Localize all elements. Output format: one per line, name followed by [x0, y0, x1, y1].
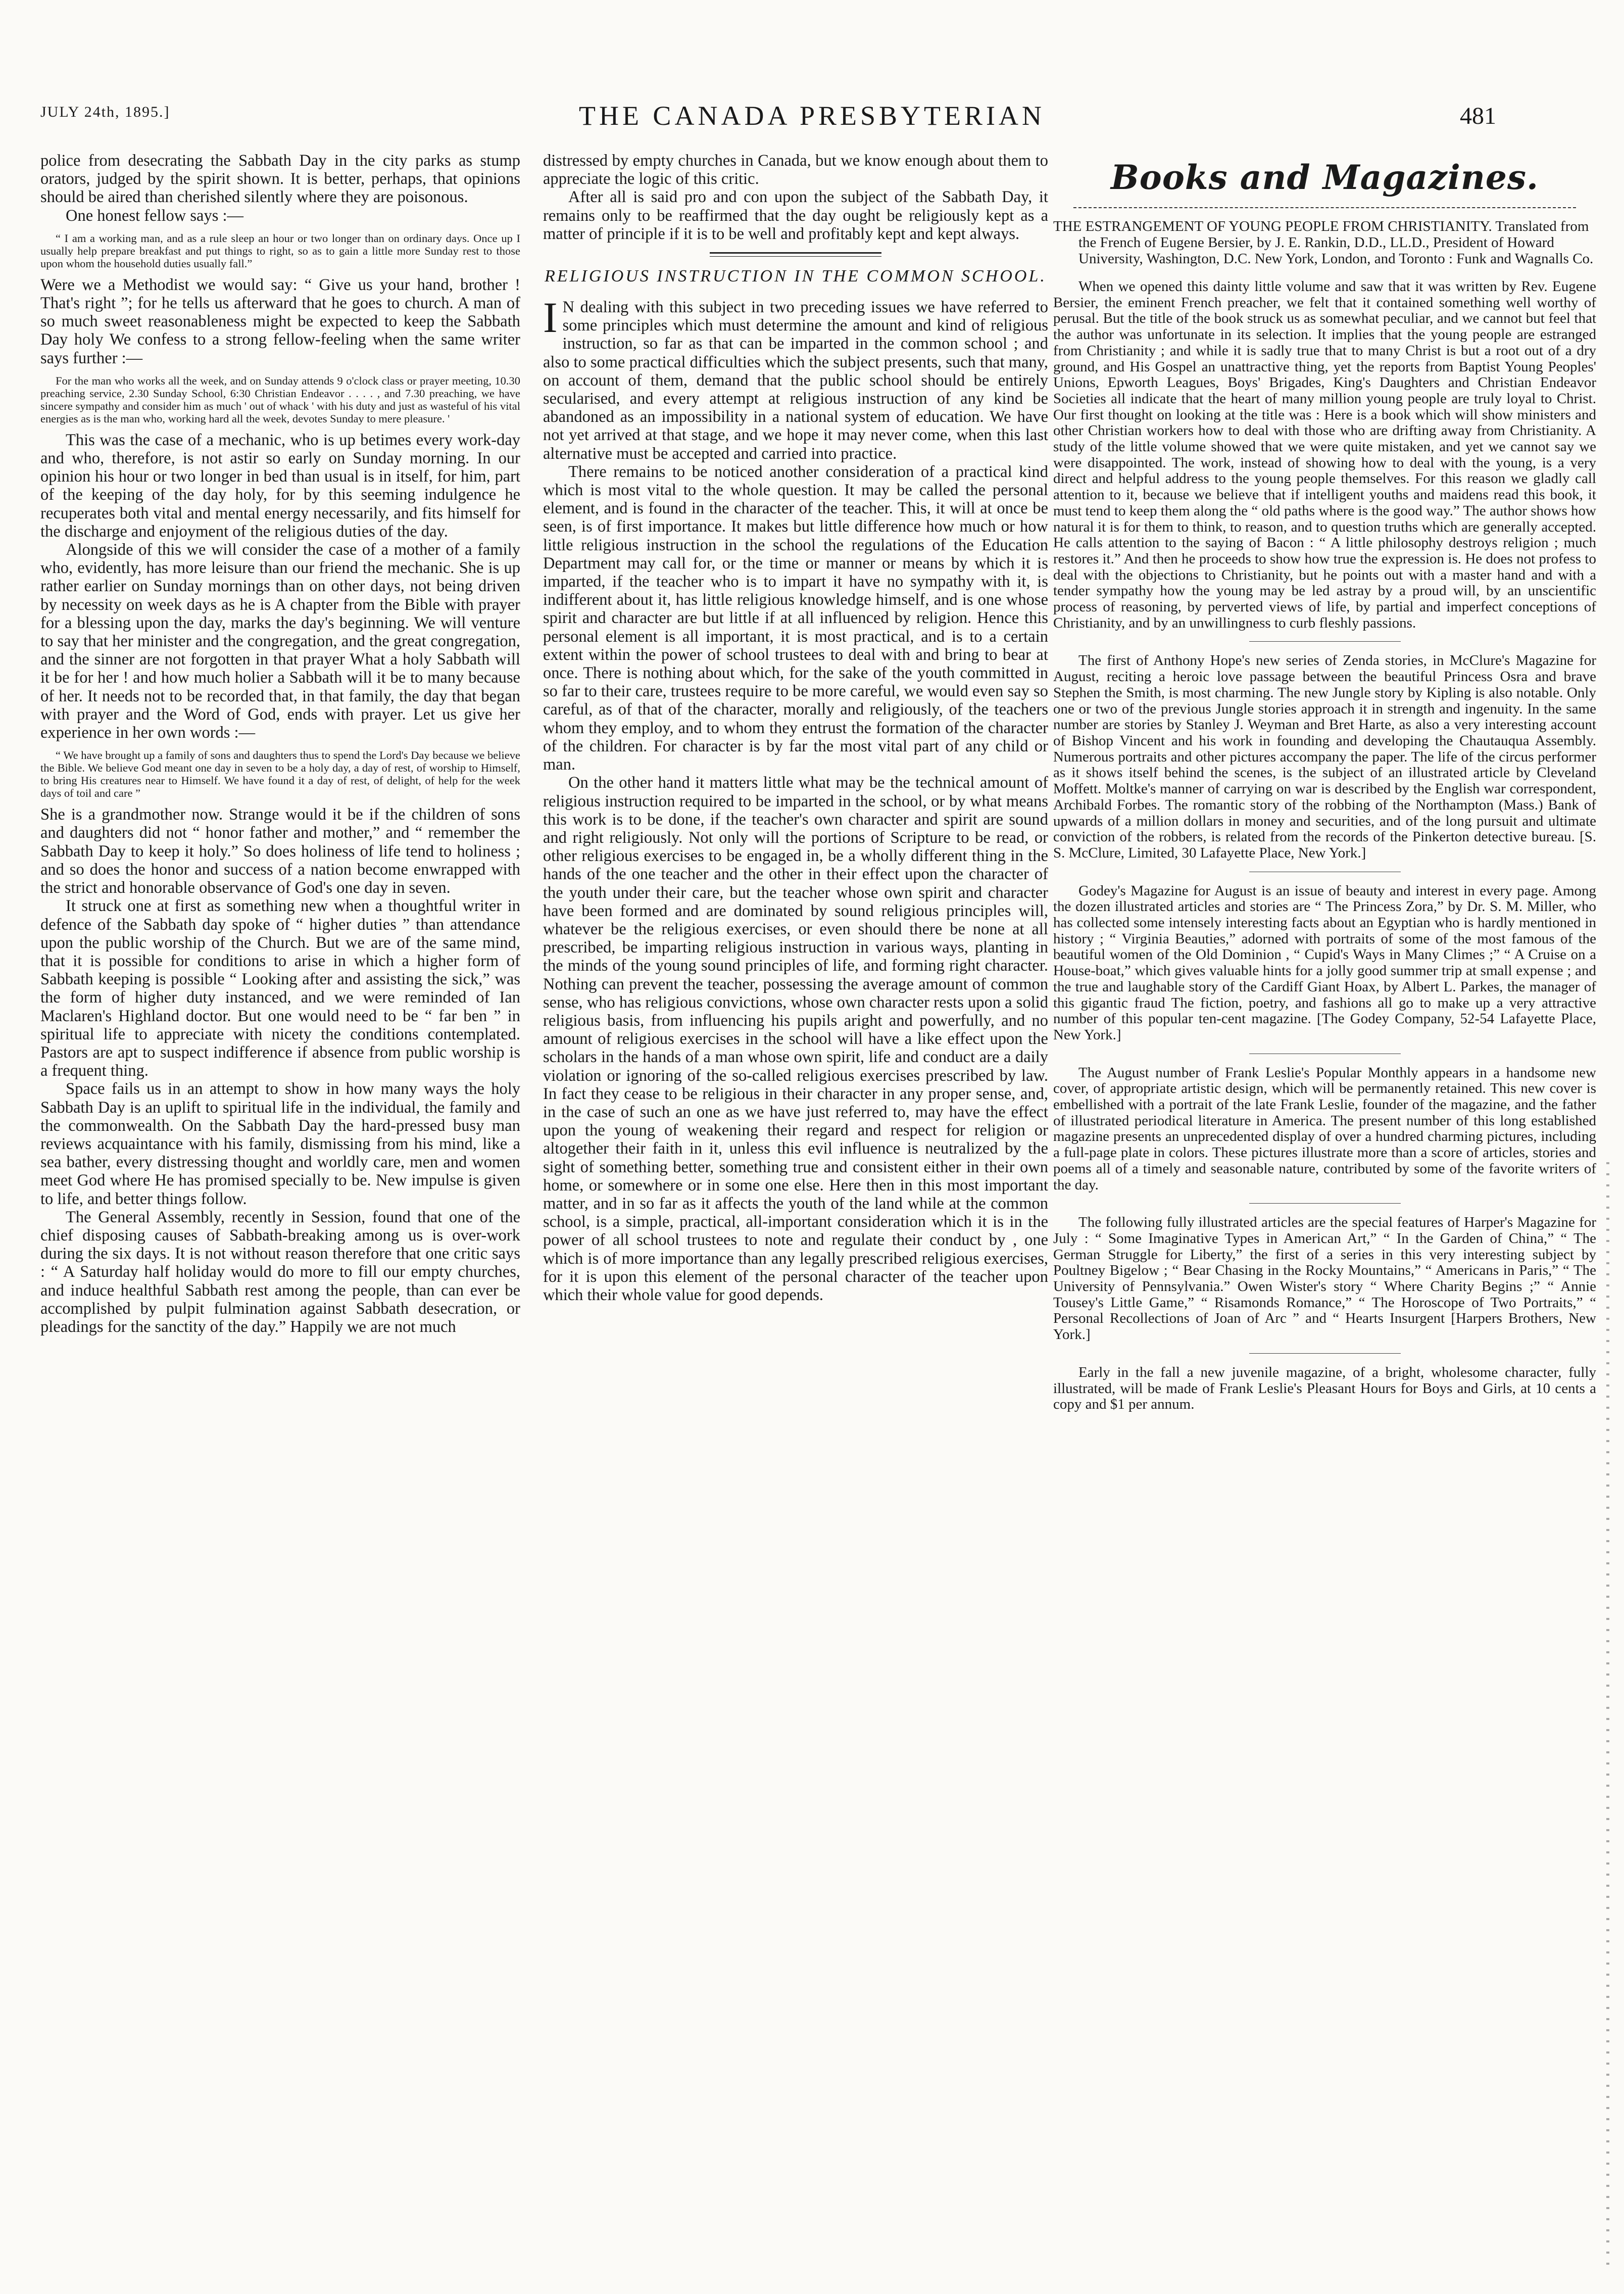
paragraph: One honest fellow says :—	[66, 206, 244, 225]
issue-date: JULY 24th, 1895.]	[40, 104, 170, 120]
block-quote: “ We have brought up a family of sons and daughters thus to spend the Lord's Day because we believe the Bible. We believe God meant one day in seven to be a holy day, a day of rest, of worship to Himself, to bring His creatures near to Himself. We have found it a day of rest, of delight, of help for the week days of toil and care ”	[40, 749, 520, 800]
divider	[1249, 1203, 1401, 1204]
paragraph: Were we a Methodist we would say: “ Give us your hand, brother ! That's right ”; for he tells us afterward that he goes to church. A man of so much sweet reasonableness might be expected to keep the Sabbath Day holy We confess to a strong fellow-feeling when the same writer says further :—	[40, 275, 520, 367]
lead-text: N dealing with this subject in two preceding issues we have referred to some principles which must determine the amount and kind of religious instruction, so far as that can be imparted in the common school ; and also to some practical difficulties which the subject presents, such that many, on account of them, demand that the public school should be entirely secularised, and every attempt at religious instruction of any kind be abandoned as an impossibility in a national system of education. We have not yet arrived at that stage, and we hope it may never come, when this last alternative must be accepted and carried into practice.	[543, 298, 1049, 463]
column-3	[1053, 152, 1596, 1413]
article-title: RELIGIOUS INSTRUCTION IN THE COMMON SCHOOL.	[545, 267, 1047, 286]
paragraph: After all is said pro and con upon the subject of the Sabbath Day, it remains only to be reaffirmed that the day ought be religiously kept as a matter of principle if it is to be well and profitably kept and kept always.	[543, 188, 1048, 243]
review-paragraph: The first of Anthony Hope's new series of Zenda stories, in McClure's Magazine for August, reciting a heroic love passage between the beautiful Princess Osra and brave Stephen the Smith, is most charming. The new Jungle story by Kipling is also notable. Only one or two of the previous Jungle stories approach it in strength and ingenuity. In the same number are stories by Stanley J. Weyman and Bret Harte, as also a very interesting account of Bishop Vincent and his work in founding and developing the Chautauqua Assembly. Numerous portraits and other pictures accompany the paper. The life of the circus performer as it shows itself behind the scenes, is the subject of an illustrated article by Cleveland Moffett. Moltke's manner of carrying on war is described by the English war correspondent, Archibald Forbes. The romantic story of the robbing of the Northampton (Mass.) Bank of upwards of a million dollars in money and securities, and of the long pursuit and ultimate conviction of the robbers, is related from the records of the Pinkerton detective bureau. [S. S. McClure, Limited, 30 Lafayette Place, New York.]	[1053, 652, 1596, 861]
book-listing	[1053, 218, 1596, 267]
column-2	[543, 152, 1048, 1304]
block-quote: For the man who works all the week, and on Sunday attends 9 o'clock class or prayer meeting, 10.30 preaching service, 2.30 Sunday School, 6:30 Christian Endeavor . . . . , and 7.30 preaching, we have sincere sympathy and consider him as much ' out of whack ' with his duty and just as wasteful of his vital energies as is the man who, working hard all the week, devotes Sunday to mere pleasure. '	[40, 374, 520, 425]
review-paragraph: The August number of Frank Leslie's Popular Monthly appears in a handsome new cover, of appropriate artistic design, which will be permanently retained. This new cover is embellished with a portrait of the late Frank Leslie, founder of the magazine, and the father of illustrated periodical literature in America. The present number of this long established magazine presents an unprecedented display of over a hundred charming pictures, including a full-page plate in colors. These pictures illustrate more than a score of articles, stories and poems all of a timely and seasonable nature, contributed by some of the favorite writers of the day.	[1053, 1064, 1596, 1193]
masthead-title: THE CANADA PRESBYTERIAN	[578, 101, 1046, 131]
paragraph: police from desecrating the Sabbath Day in the city parks as stump orators, judged by the spirit shown. It is better, perhaps, that opinions should be aired than cherished silently where they are poisonous.	[40, 152, 520, 207]
paragraph: On the other hand it matters little what may be the technical amount of religious instruction required to be imparted in the school, or by what means this work is to be done, if the teacher's own character and spirit are sound and right religiously. Not only will the portions of Scripture to be read, or other religious exercises to be engaged in, be a wholly different thing in the hands of the one teacher and the other in their effect upon the character of the youth under their care, but the teacher whose own spirit and character have been formed and are dominated by sound religious principles will, whatever be the religious exercises, or even should there be none at all prescribed, be imparting religious instruction in various ways, planting in the minds of the young sound principles of life, and forming right character. Nothing can prevent the teacher, possessing the average amount of common sense, who has religious convictions, whose own character rests upon a solid religious basis, from influencing his pupils aright and powerfully, and no amount of religious exercises in the school will have a like effect upon the scholars in the hands of a man whose own spirit, life and conduct are a daily violation or ignoring of the so-called religious exercises prescribed by law. In fact they cease to be religious in their character in any proper sense, and, in the case of such an one as we have just referred to, may have the effect upon the young of weakening their regard and respect for religion or altogether their faith in it, unless this evil influence is neutralized by the sight of something better, something true and consistent either in their own home, or somewhere or in some one else. Here then in this most important matter, and in so far as it affects the youth of the land while at the common school, is a simple, practical, all-important consideration which it is in the power of all school trustees to note and regulate their conduct by , one which is of more importance than any legally prescribed religious exercises, for it is upon this element of the personal character of the teacher upon which their whole value for good depends.	[543, 774, 1048, 1304]
paragraph: distressed by empty churches in Canada, but we know enough about them to appreciate the logic of this critic.	[543, 152, 1048, 188]
paragraph: There remains to be noticed another consideration of a practical kind which is most vital to the whole question. It may be called the personal element, and is found in the character of the teacher. This, it will at once be seen, is of first importance. It makes but little difference how much or how little religious instruction in the school the regulations of the Education Department may call for, or the time or manner or means by which it is imparted, if the teacher who is to impart it have no sympathy with it, is indifferent about it, has little religious knowledge himself, and is one whose spirit and character are but little if at all influenced by religion. Hence this personal element is all important, it is most practical, and is to a certain extent within the power of school trustees to deal with and bring to bear at once. There is nothing about which, for the sake of the youth committed in so far to their care, trustees require to be more careful, we would even say so careful, as of that of the character, morally and religiously, of the teachers whom they employ, and to whom they entrust the formation of the character of the children. For character is by far the most vital part of any child or man.	[543, 462, 1048, 774]
paragraph: It struck one at first as something new when a thoughtful writer in defence of the Sabbath day spoke of “ higher duties ” than attendance upon the public worship of the Church. But we are of the same mind, that it is possible for conditions to arise in which a higher form of Sabbath keeping is possible “ Looking after and assisting the sick,” was the form of higher duty instanced, and we were reminded of Ian Maclaren's Highland doctor. But one would need to be “ far ben ” in spiritual life to appreciate with nicety the conditions contemplated. Pastors are apt to suspect indifference if absence from public worship is a frequent thing.	[40, 897, 520, 1080]
double-rule-divider	[710, 252, 881, 257]
book-title: THE ESTRANGEMENT OF YOUNG PEOPLE FROM CHRISTIANITY. Translated from the French of Eugene Bersier, by J. E. Rankin, D.D., LL.D., President of Howard University, Washington, D.C. New York, London, and Toronto : Funk and Wagnalls Co.	[1053, 218, 1594, 267]
paragraph: Space fails us in an attempt to show in how many ways the holy Sabbath Day is an uplift to spiritual life in the individual, the family and the commonwealth. On the Sabbath Day the hard-pressed busy man reviews acquaintance with his family, dismissing from his mind, like a sea bather, every distressing thought and worldly care, men and women meet God where He has promised specially to be. New impulse is given to life, and better things follow.	[40, 1080, 520, 1208]
drop-cap: I	[543, 293, 558, 342]
page-number: 481	[1460, 103, 1496, 129]
section-heading: Books and Magazines.	[1111, 158, 1539, 197]
paragraph: She is a grandmother now. Strange would it be if the children of sons and daughters did not “ honor father and mother,” and “ remember the Sabbath Day to keep it holy.” So does holiness of life tend to holiness ; and so does the honor and success of a nation become enwrapped with the strict and honorable observance of God's one day in seven.	[40, 805, 520, 897]
paragraph: Alongside of this we will consider the case of a mother of a family who, evidently, has more leisure than our friend the mechanic. She is up rather earlier on Sunday mornings than on other days, not being driven by necessity on week days as he is A chapter from the Bible with prayer for a blessing upon the day, marks the day's beginning. We will venture to say that her minister and the congregation, and the great congregation, and the sinner are not forgotten in that prayer What a holy Sabbath will it be for her ! and how much holier a Sabbath will it be to many because of her. It needs not to be recorded that, in that family, the day that began with prayer and the Word of God, ends with prayer. Let us give her experience in her own words :—	[40, 541, 520, 742]
divider	[1249, 1353, 1401, 1354]
divider	[1249, 641, 1401, 642]
column-1	[40, 152, 520, 1336]
review-paragraph: When we opened this dainty little volume and saw that it was written by Rev. Eugene Bersier, the eminent French preacher, we felt that it contained something well worthy of perusal. But the title of the book struck us as somewhat peculiar, and we cannot but feel that the author was unfortunate in its selection. It implies that the young people are estranged from Christianity ; and while it is sadly true that to many Christ is but a root out of a dry ground, and His Gospel an unattractive thing, yet the reports from Baptist Young Peoples' Unions, Epworth Leagues, Boys' Brigades, King's Daughters and Christian Endeavor Societies all indicate that the heart of many million young people are truly loyal to Christ. Our first thought on looking at the title was : Here is a book which will show ministers and other Christian workers how to deal with those who are drifting away from Christianity. A study of the little volume showed that we were quite mistaken, and yet we cannot say we were disappointed. The work, instead of showing how to deal with the young, is a very direct and helpful address to the young people themselves. For this reason we gladly call attention to it, because we believe that if intelligent youths and maidens read this book, it must tend to keep them along the “ old paths where is the good way.” The author shows how natural it is for them to think, to reason, and to question truths which are generally accepted. He calls attention to the saying of Bacon : “ A little philosophy destroys religion ; much restores it.” And then he proceeds to show how true the expression is. He does not profess to deal with the objections to Christianity, but he points out with a master hand and with a tender sympathy how the young may be led astray by a proud will, by an unscientific process of reasoning, by perverted views of life, by partial and imperfect conceptions of Christianity, and by an unwillingness to curb fleshly passions.	[1053, 278, 1596, 631]
review-paragraph: Early in the fall a new juvenile magazine, of a bright, wholesome character, fully illustrated, will be made of Frank Leslie's Pleasant Hours for Boys and Girls, at 10 cents a copy and $1 per annum.	[1053, 1364, 1596, 1413]
paragraph: The General Assembly, recently in Session, found that one of the chief disposing causes of Sabbath-breaking among us is over-work during the six days. It is not without reason therefore that one critic says : “ A Saturday half holiday would do more to fill our empty churches, and induce healthful Sabbath rest among the people, than can ever be accomplished by pulpit fulmination against Sabbath desecration, or pleadings for the sanctity of the day.” Happily we are not much	[40, 1208, 520, 1336]
block-quote: “ I am a working man, and as a rule sleep an hour or two longer than on ordinary days. Once up I usually help prepare breakfast and put things to right, so as to gain a little more Sunday rest to those upon whom the household duties usually fall.”	[40, 231, 520, 270]
review-paragraph: The following fully illustrated articles are the special features of Harper's Magazine for July : “ Some Imaginative Types in American Art,” “ In the Garden of China,” “ The German Struggle for Liberty,” the first of a series in this very interesting subject by Poultney Bigelow ; “ Bear Chasing in the Rocky Mountains,” “ Americans in Paris,” “ The University of Pennsylvania.” Owen Wister's story “ Where Charity Begins ;” “ Annie Tousey's Little Game,” “ Risamonds Romance,” “ The Horoscope of Two Portraits,” “ Personal Recollections of Joan of Arc ” and “ Hearts Insurgent [Harpers Brothers, New York.]	[1053, 1214, 1596, 1343]
article-lead-paragraph	[543, 293, 1049, 463]
page-edge-binding-marks	[1606, 1162, 1609, 2274]
paragraph: This was the case of a mechanic, who is up betimes every work-day and who, therefore, is not astir so early on Sunday morning. In our opinion his hour or two longer in bed than usual is in itself, for him, part of the keeping of the day holy, for by this seeming indulgence he recuperates both vital and mental energy necessarily, and fits himself for the discharge and enjoyment of the religious duties of the day.	[40, 431, 520, 541]
dashed-rule	[1073, 207, 1576, 208]
review-paragraph: Godey's Magazine for August is an issue of beauty and interest in every page. Among the dozen illustrated articles and stories are “ The Princess Zora,” by Dr. S. M. Miller, who has collected some intensely interesting facts about an Egyptian who is hardly mentioned in history ; “ Virginia Beauties,” adorned with portraits of some of the most famous of the beautiful women of the Old Dominion , “ Cupid's Ways in Many Climes ;” “ A Cruise on a House-boat,” which gives valuable hints for a jolly good summer trip at small expense ; and the true and laughable story of the Cardiff Giant Hoax, by Albert L. Parkes, the manager of this gigantic fraud The fiction, poetry, and fashions all go to make up a very attractive number of this popular ten-cent magazine. [The Godey Company, 52-54 Lafayette Place, New York.]	[1053, 882, 1596, 1043]
